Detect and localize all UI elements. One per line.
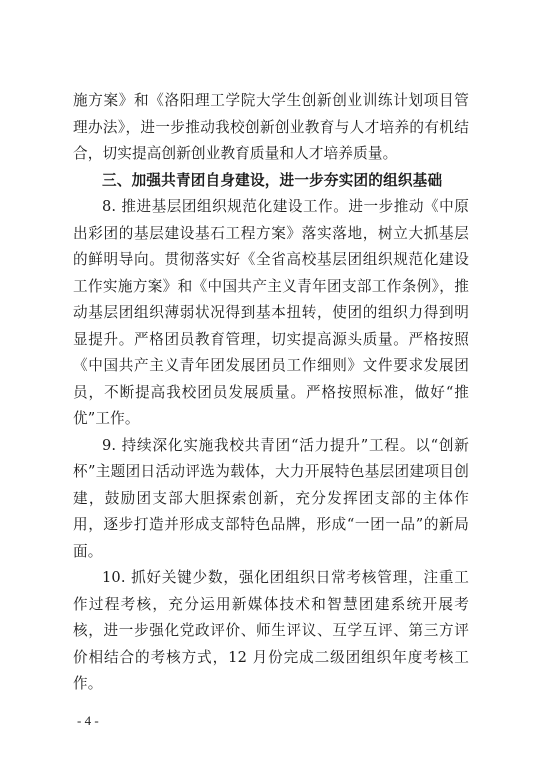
section-heading-three: 三、加强共青团自身建设，进一步夯实团的组织基础 [102,171,443,189]
paragraph-item-10: 10. 抓好关键少数，强化团组织日常考核管理，注重工作过程考核，充分运用新媒体技术和智慧团建系统开展考核，进一步强化党政评价、师生评议、互学互评、第三方评价相结合的考核方式，12 月份完成二级团组织年度考核工作。 [73,569,469,692]
page-number: - 4 - [77,713,99,728]
document-body [73,88,469,698]
paragraph-item-8: 8. 推进基层团组织规范化建设工作。进一步推动《中原出彩团的基层建设基石工程方案》落实落地，树立大抓基层的鲜明导向。贯彻落实好《全省高校基层团组织规范化建设工作实施方案》和《中国共产主义青年团支部工作条例》，推动基层团组织薄弱状况得到基本扭转，使团的组织力得到明显提升。严格团员教育管理，切实提高源头质量。严格按照《中国共产主义青年团发展团员工作细则》文件要求发展团员，不断提高我校团员发展质量。严格按照标准，做好“推优”工作。 [73,198,469,427]
paragraph-item-9: 9. 持续深化实施我校共青团“活力提升”工程。以“创新杯”主题团日活动评选为载体，大力开展特色基层团建项目创建，鼓励团支部大胆探索创新，充分发挥团支部的主体作用，逐步打造并形成支部特色品牌，形成“一团一品”的新局面。 [73,436,469,560]
paragraph-continued: 施方案》和《洛阳理工学院大学生创新创业训练计划项目管理办法》，进一步推动我校创新创业教育与人才培养的有机结合，切实提高创新创业教育质量和人才培养质量。 [73,92,469,162]
